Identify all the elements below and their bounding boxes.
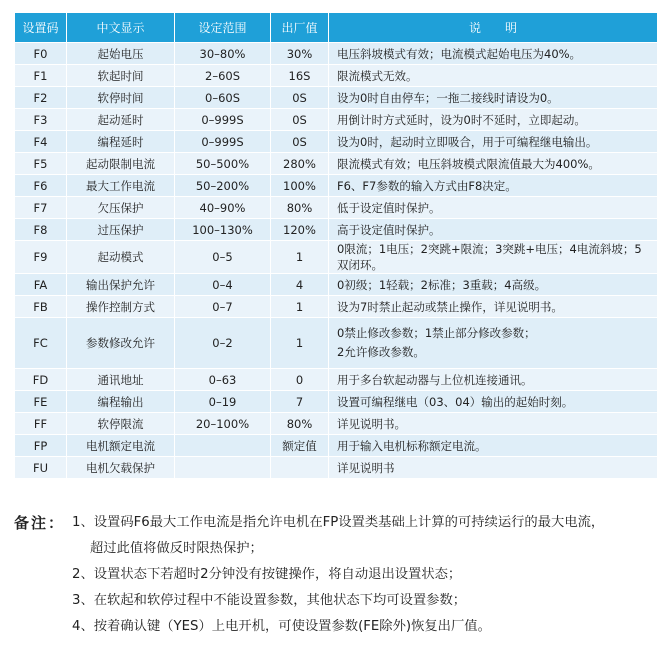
cell-name: 起始电压 — [67, 43, 175, 65]
cell-code: FB — [15, 296, 67, 318]
table-row — [15, 109, 658, 131]
cell-name: 编程延时 — [67, 131, 175, 153]
notes-list — [72, 510, 664, 640]
notes-title: 备注： — [14, 514, 66, 532]
cell-default — [271, 457, 329, 479]
cell-default: 4 — [271, 274, 329, 296]
cell-default: 1 — [271, 296, 329, 318]
cell-description: 用倒计时方式延时，设为0时不延时，立即起动。 — [329, 109, 658, 131]
cell-range: 0–4 — [175, 274, 271, 296]
cell-code: F4 — [15, 131, 67, 153]
cell-default: 7 — [271, 391, 329, 413]
table-row — [15, 296, 658, 318]
cell-default: 0S — [271, 87, 329, 109]
cell-description: 高于设定值时保护。 — [329, 219, 658, 241]
cell-code: F8 — [15, 219, 67, 241]
table-row — [15, 413, 658, 435]
table-row — [15, 131, 658, 153]
table-row — [15, 175, 658, 197]
note-item-continuation: 超过此值将做反时限热保护； — [90, 541, 263, 556]
cell-name: 操作控制方式 — [67, 296, 175, 318]
cell-name: 软停时间 — [67, 87, 175, 109]
cell-description: 详见说明书 — [329, 457, 658, 479]
table-row — [15, 87, 658, 109]
cell-name: 软停限流 — [67, 413, 175, 435]
cell-default: 0S — [271, 109, 329, 131]
cell-name: 电机欠载保护 — [67, 457, 175, 479]
header-range: 设定范围 — [175, 13, 271, 43]
table-row — [15, 219, 658, 241]
table-row — [15, 65, 658, 87]
note-item: 4、按着确认键（YES）上电开机，可使设置参数(FE除外)恢复出厂值。 — [72, 619, 491, 634]
table-row — [15, 435, 658, 457]
cell-name: 起动限制电流 — [67, 153, 175, 175]
cell-range: 0–7 — [175, 296, 271, 318]
header-default: 出厂值 — [271, 13, 329, 43]
parameter-table — [14, 12, 658, 479]
table-row — [15, 457, 658, 479]
cell-range: 2–60S — [175, 65, 271, 87]
cell-default: 1 — [271, 318, 329, 369]
cell-default: 80% — [271, 413, 329, 435]
cell-code: F2 — [15, 87, 67, 109]
cell-default: 100% — [271, 175, 329, 197]
cell-range: 50–200% — [175, 175, 271, 197]
cell-code: FU — [15, 457, 67, 479]
cell-description: 限流模式有效；电压斜坡模式限流值最大为400%。 — [329, 153, 658, 175]
cell-default: 0 — [271, 369, 329, 391]
cell-range: 100–130% — [175, 219, 271, 241]
cell-description: F6、F7参数的输入方式由F8决定。 — [329, 175, 658, 197]
cell-name: 输出保护允许 — [67, 274, 175, 296]
table-row — [15, 274, 658, 296]
table-row — [15, 318, 658, 369]
cell-description: 设为0时，起动时立即吸合，用于可编程继电输出。 — [329, 131, 658, 153]
cell-code: F7 — [15, 197, 67, 219]
cell-code: F1 — [15, 65, 67, 87]
cell-default: 120% — [271, 219, 329, 241]
cell-code: F6 — [15, 175, 67, 197]
table-row — [15, 241, 658, 274]
table-row — [15, 43, 658, 65]
cell-name: 起动延时 — [67, 109, 175, 131]
cell-default: 1 — [271, 241, 329, 274]
table-row — [15, 391, 658, 413]
cell-range — [175, 457, 271, 479]
cell-range: 30–80% — [175, 43, 271, 65]
cell-range: 40–90% — [175, 197, 271, 219]
cell-default: 80% — [271, 197, 329, 219]
table-row — [15, 369, 658, 391]
cell-code: FF — [15, 413, 67, 435]
cell-code: F5 — [15, 153, 67, 175]
note-item: 3、在软起和软停过程中不能设置参数，其他状态下均可设置参数； — [72, 593, 467, 608]
cell-range — [175, 435, 271, 457]
cell-range: 0–2 — [175, 318, 271, 369]
cell-description: 0初级；1轻载；2标准；3重载；4高级。 — [329, 274, 658, 296]
table-header-row — [15, 13, 658, 43]
cell-default: 0S — [271, 131, 329, 153]
cell-name: 软起时间 — [67, 65, 175, 87]
cell-range: 20–100% — [175, 413, 271, 435]
cell-default: 280% — [271, 153, 329, 175]
cell-range: 0–63 — [175, 369, 271, 391]
cell-name: 最大工作电流 — [67, 175, 175, 197]
table-row — [15, 153, 658, 175]
cell-description: 用于多台软起动器与上位机连接通讯。 — [329, 369, 658, 391]
cell-range: 0–60S — [175, 87, 271, 109]
cell-description: 详见说明书。 — [329, 413, 658, 435]
note-item: 2、设置状态下若超时2分钟没有按键操作，将自动退出设置状态； — [72, 567, 462, 582]
cell-range: 50–500% — [175, 153, 271, 175]
cell-range: 0–19 — [175, 391, 271, 413]
cell-name: 起动模式 — [67, 241, 175, 274]
header-name: 中文显示 — [67, 13, 175, 43]
cell-code: FA — [15, 274, 67, 296]
description-line: 0禁止修改参数；1禁止部分修改参数； — [337, 326, 536, 340]
cell-description: 0限流；1电压；2突跳+限流；3突跳+电压；4电流斜坡；5双闭环。 — [329, 241, 658, 274]
cell-description — [329, 318, 658, 369]
cell-description: 电压斜坡模式有效；电流模式起始电压为40%。 — [329, 43, 658, 65]
header-description: 说 明 — [329, 13, 658, 43]
cell-name: 参数修改允许 — [67, 318, 175, 369]
cell-description: 设为0时自由停车；一拖二接线时请设为0。 — [329, 87, 658, 109]
cell-code: FP — [15, 435, 67, 457]
cell-description: 限流模式无效。 — [329, 65, 658, 87]
cell-description: 设置可编程继电（03、04）输出的起始时刻。 — [329, 391, 658, 413]
description-line: 2允许修改参数。 — [337, 345, 425, 359]
cell-code: FD — [15, 369, 67, 391]
cell-description: 低于设定值时保护。 — [329, 197, 658, 219]
cell-code: F0 — [15, 43, 67, 65]
cell-description: 用于输入电机标称额定电流。 — [329, 435, 658, 457]
cell-range: 0–999S — [175, 109, 271, 131]
cell-code: F3 — [15, 109, 67, 131]
cell-name: 编程输出 — [67, 391, 175, 413]
cell-description: 设为7时禁止起动或禁止操作，详见说明书。 — [329, 296, 658, 318]
cell-code: F9 — [15, 241, 67, 274]
notes-section — [14, 510, 664, 640]
cell-code: FE — [15, 391, 67, 413]
cell-name: 过压保护 — [67, 219, 175, 241]
cell-default: 额定值 — [271, 435, 329, 457]
table-row — [15, 197, 658, 219]
cell-name: 电机额定电流 — [67, 435, 175, 457]
cell-default: 30% — [271, 43, 329, 65]
cell-name: 通讯地址 — [67, 369, 175, 391]
cell-range: 0–5 — [175, 241, 271, 274]
cell-name: 欠压保护 — [67, 197, 175, 219]
cell-code: FC — [15, 318, 67, 369]
cell-default: 16S — [271, 65, 329, 87]
header-code: 设置码 — [15, 13, 67, 43]
cell-range: 0–999S — [175, 131, 271, 153]
note-item: 1、设置码F6最大工作电流是指允许电机在FP设置类基础上计算的可持续运行的最大电流， — [72, 515, 605, 530]
